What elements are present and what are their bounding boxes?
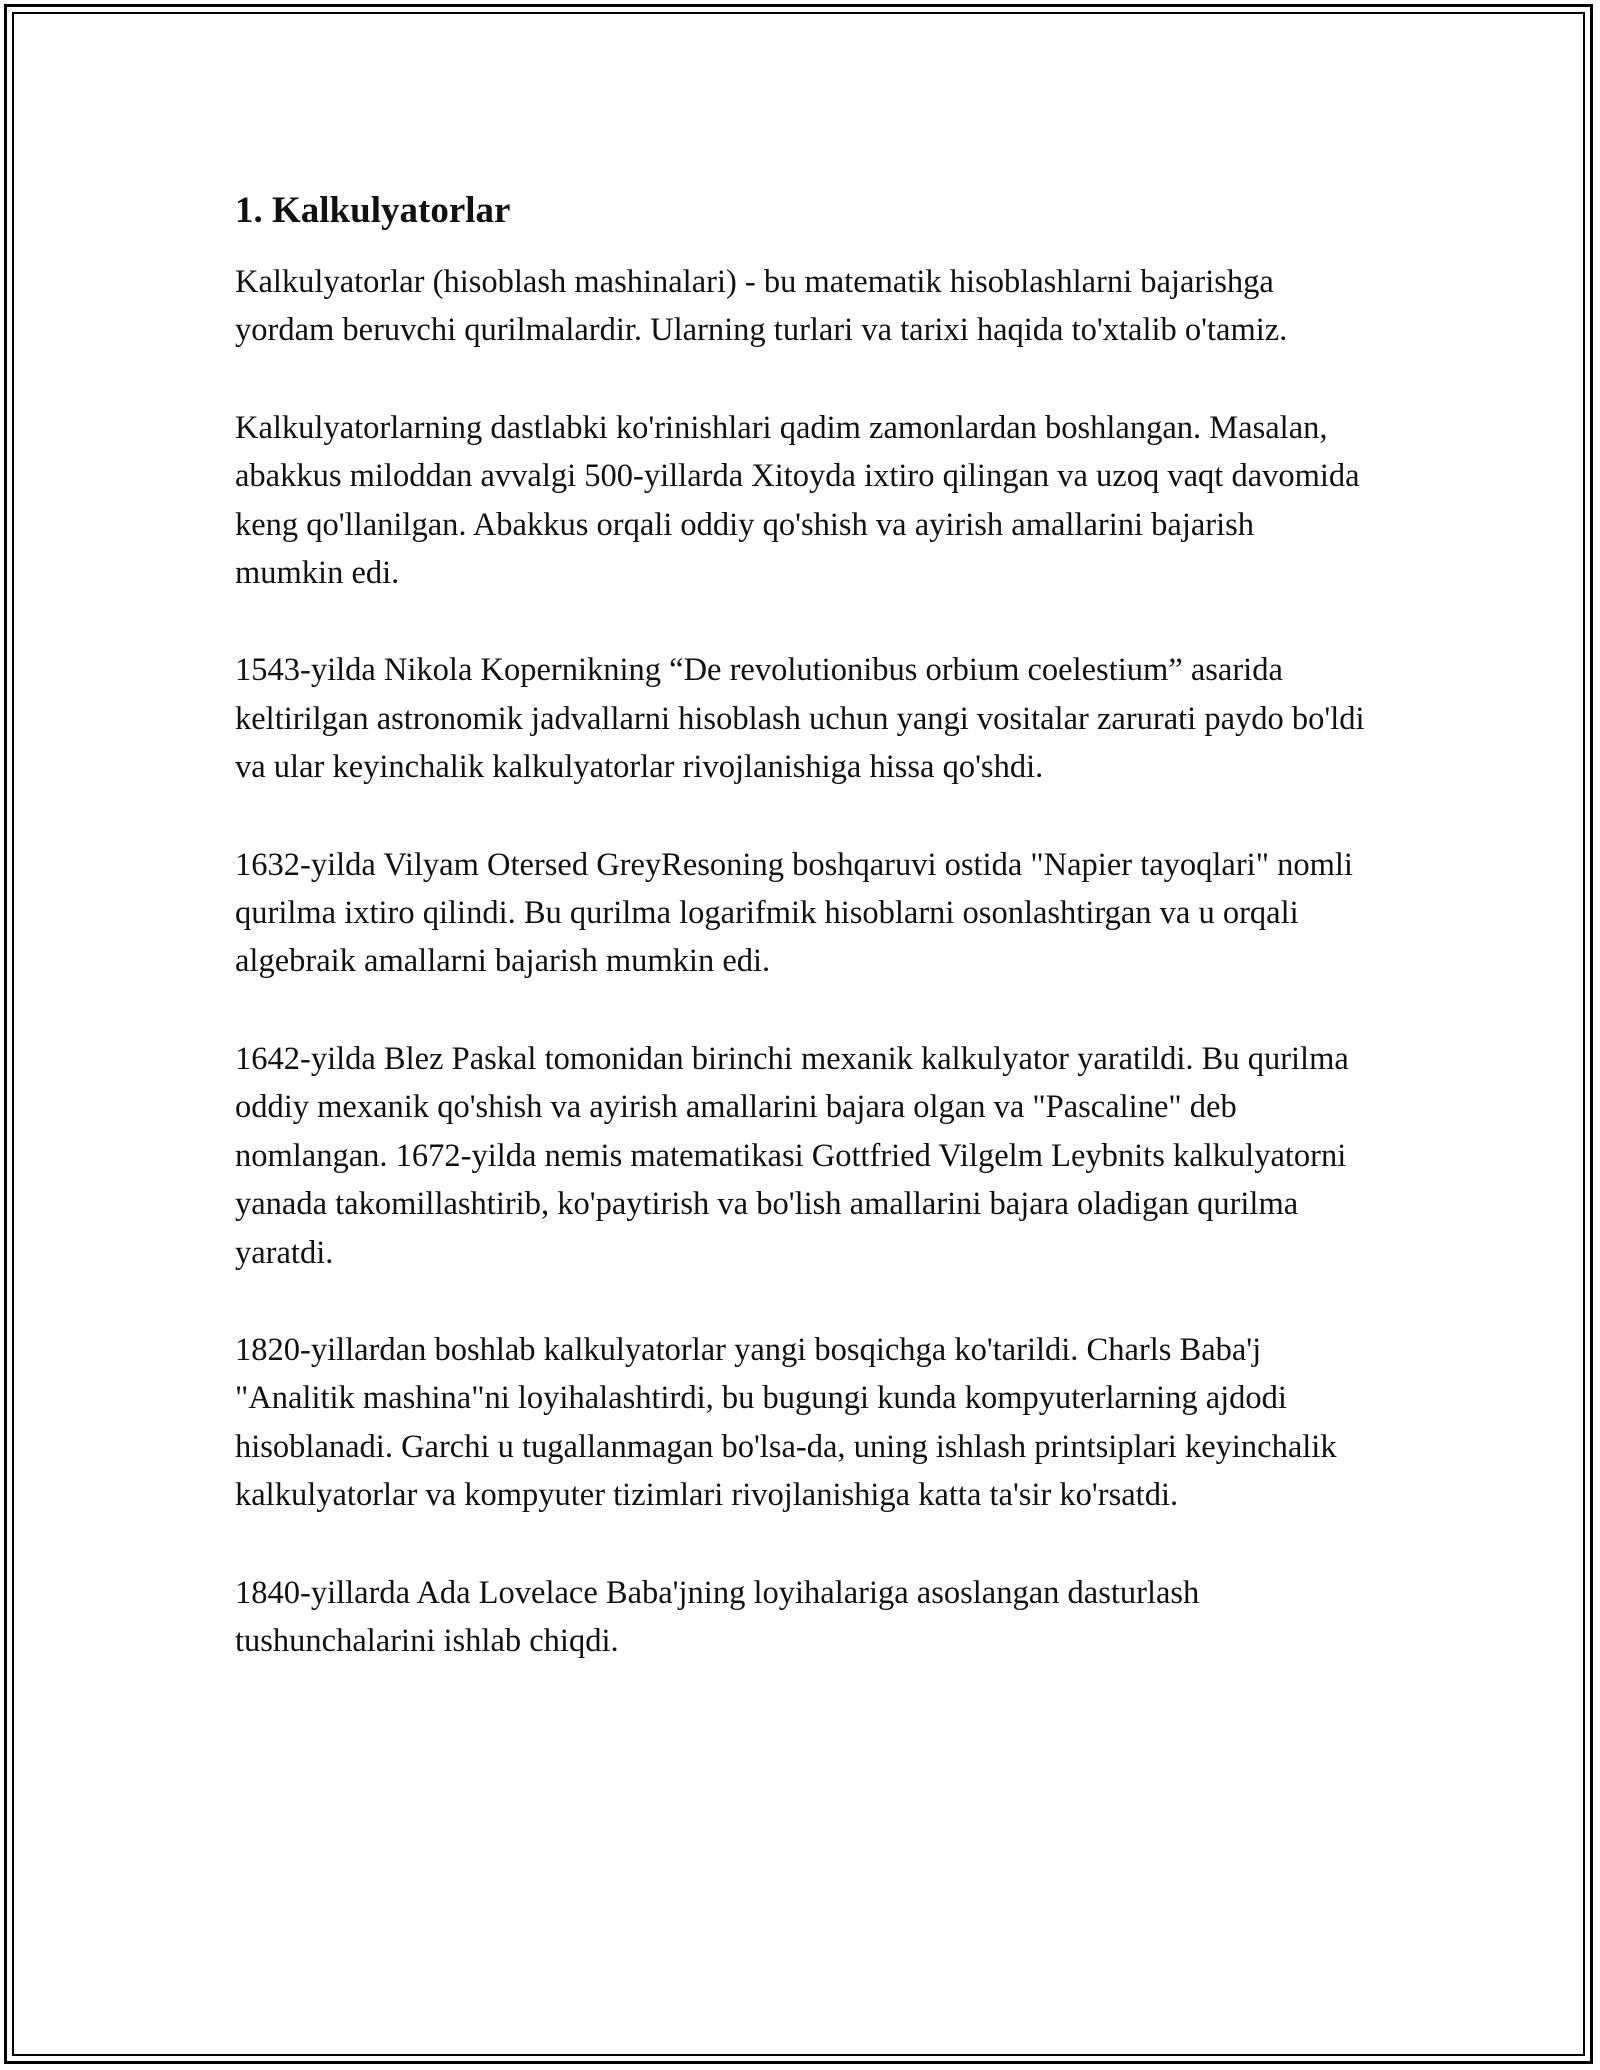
paragraph-lovelace: 1840-yillarda Ada Lovelace Baba'jning loyihalariga asoslangan dasturlash tushunchalarini ishlab chiqdi. [235,1574,1200,1659]
section-heading: 1. Kalkulyatorlar [235,190,511,231]
document-body [235,186,1365,1714]
paragraph-babbage: 1820-yillardan boshlab kalkulyatorlar yangi bosqichga ko'tarildi. Charls Baba'j "Analitik mashina"ni loyihalashtirdi, bu bugungi kunda kompyuterlarning ajdodi hisoblanadi. Garchi u tugallanmagan bo'lsa-da, uning ishlash printsiplari keyinchalik kalkulyatorlar va kompyuter tizimlari rivojlanishiga katta ta'sir ko'rsatdi. [235,1331,1337,1514]
paragraph-intro: Kalkulyatorlar (hisoblash mashinalari) - bu matematik hisoblashlarni bajarishga yordam beruvchi qurilmalardir. Ularning turlari va tarixi haqida to'xtalib o'tamiz. [235,264,1288,349]
paragraph-pascal: 1642-yilda Blez Paskal tomonidan birinchi mexanik kalkulyator yaratildi. Bu qurilma oddiy mexanik qo'shish va ayirish amallarini bajara olgan va "Pascaline" deb nomlangan. 1672-yilda nemis matematikasi Gottfried Vilgelm Leybnits kalkulyatorni yanada takomillashtirib, ko'paytirish va bo'lish amallarini bajara oladigan qurilma yaratdi. [235,1040,1349,1271]
paragraph-abacus: Kalkulyatorlarning dastlabki ko'rinishlari qadim zamonlardan boshlangan. Masalan, abakkus miloddan avvalgi 500-yillarda Xitoyda ixtiro qilingan va uzoq vaqt davomida keng qo'llanilgan. Abakkus orqali oddiy qo'shish va ayirish amallarini bajarish mumkin edi. [235,409,1360,592]
paragraph-napier: 1632-yilda Vilyam Otersed GreyResoning boshqaruvi ostida "Napier tayoqlari" nomli qurilma ixtiro qilindi. Bu qurilma logarifmik hisoblarni osonlashtirgan va u orqali algebraik amallarni bajarish mumkin edi. [235,846,1353,980]
paragraph-copernicus: 1543-yilda Nikola Kopernikning “De revolutionibus orbium coelestium” asarida keltirilgan astronomik jadvallarni hisoblash uchun yangi vositalar zarurati paydo bo'ldi va ular keyinchalik kalkulyatorlar rivojlanishiga hissa qo'shdi. [235,652,1365,786]
